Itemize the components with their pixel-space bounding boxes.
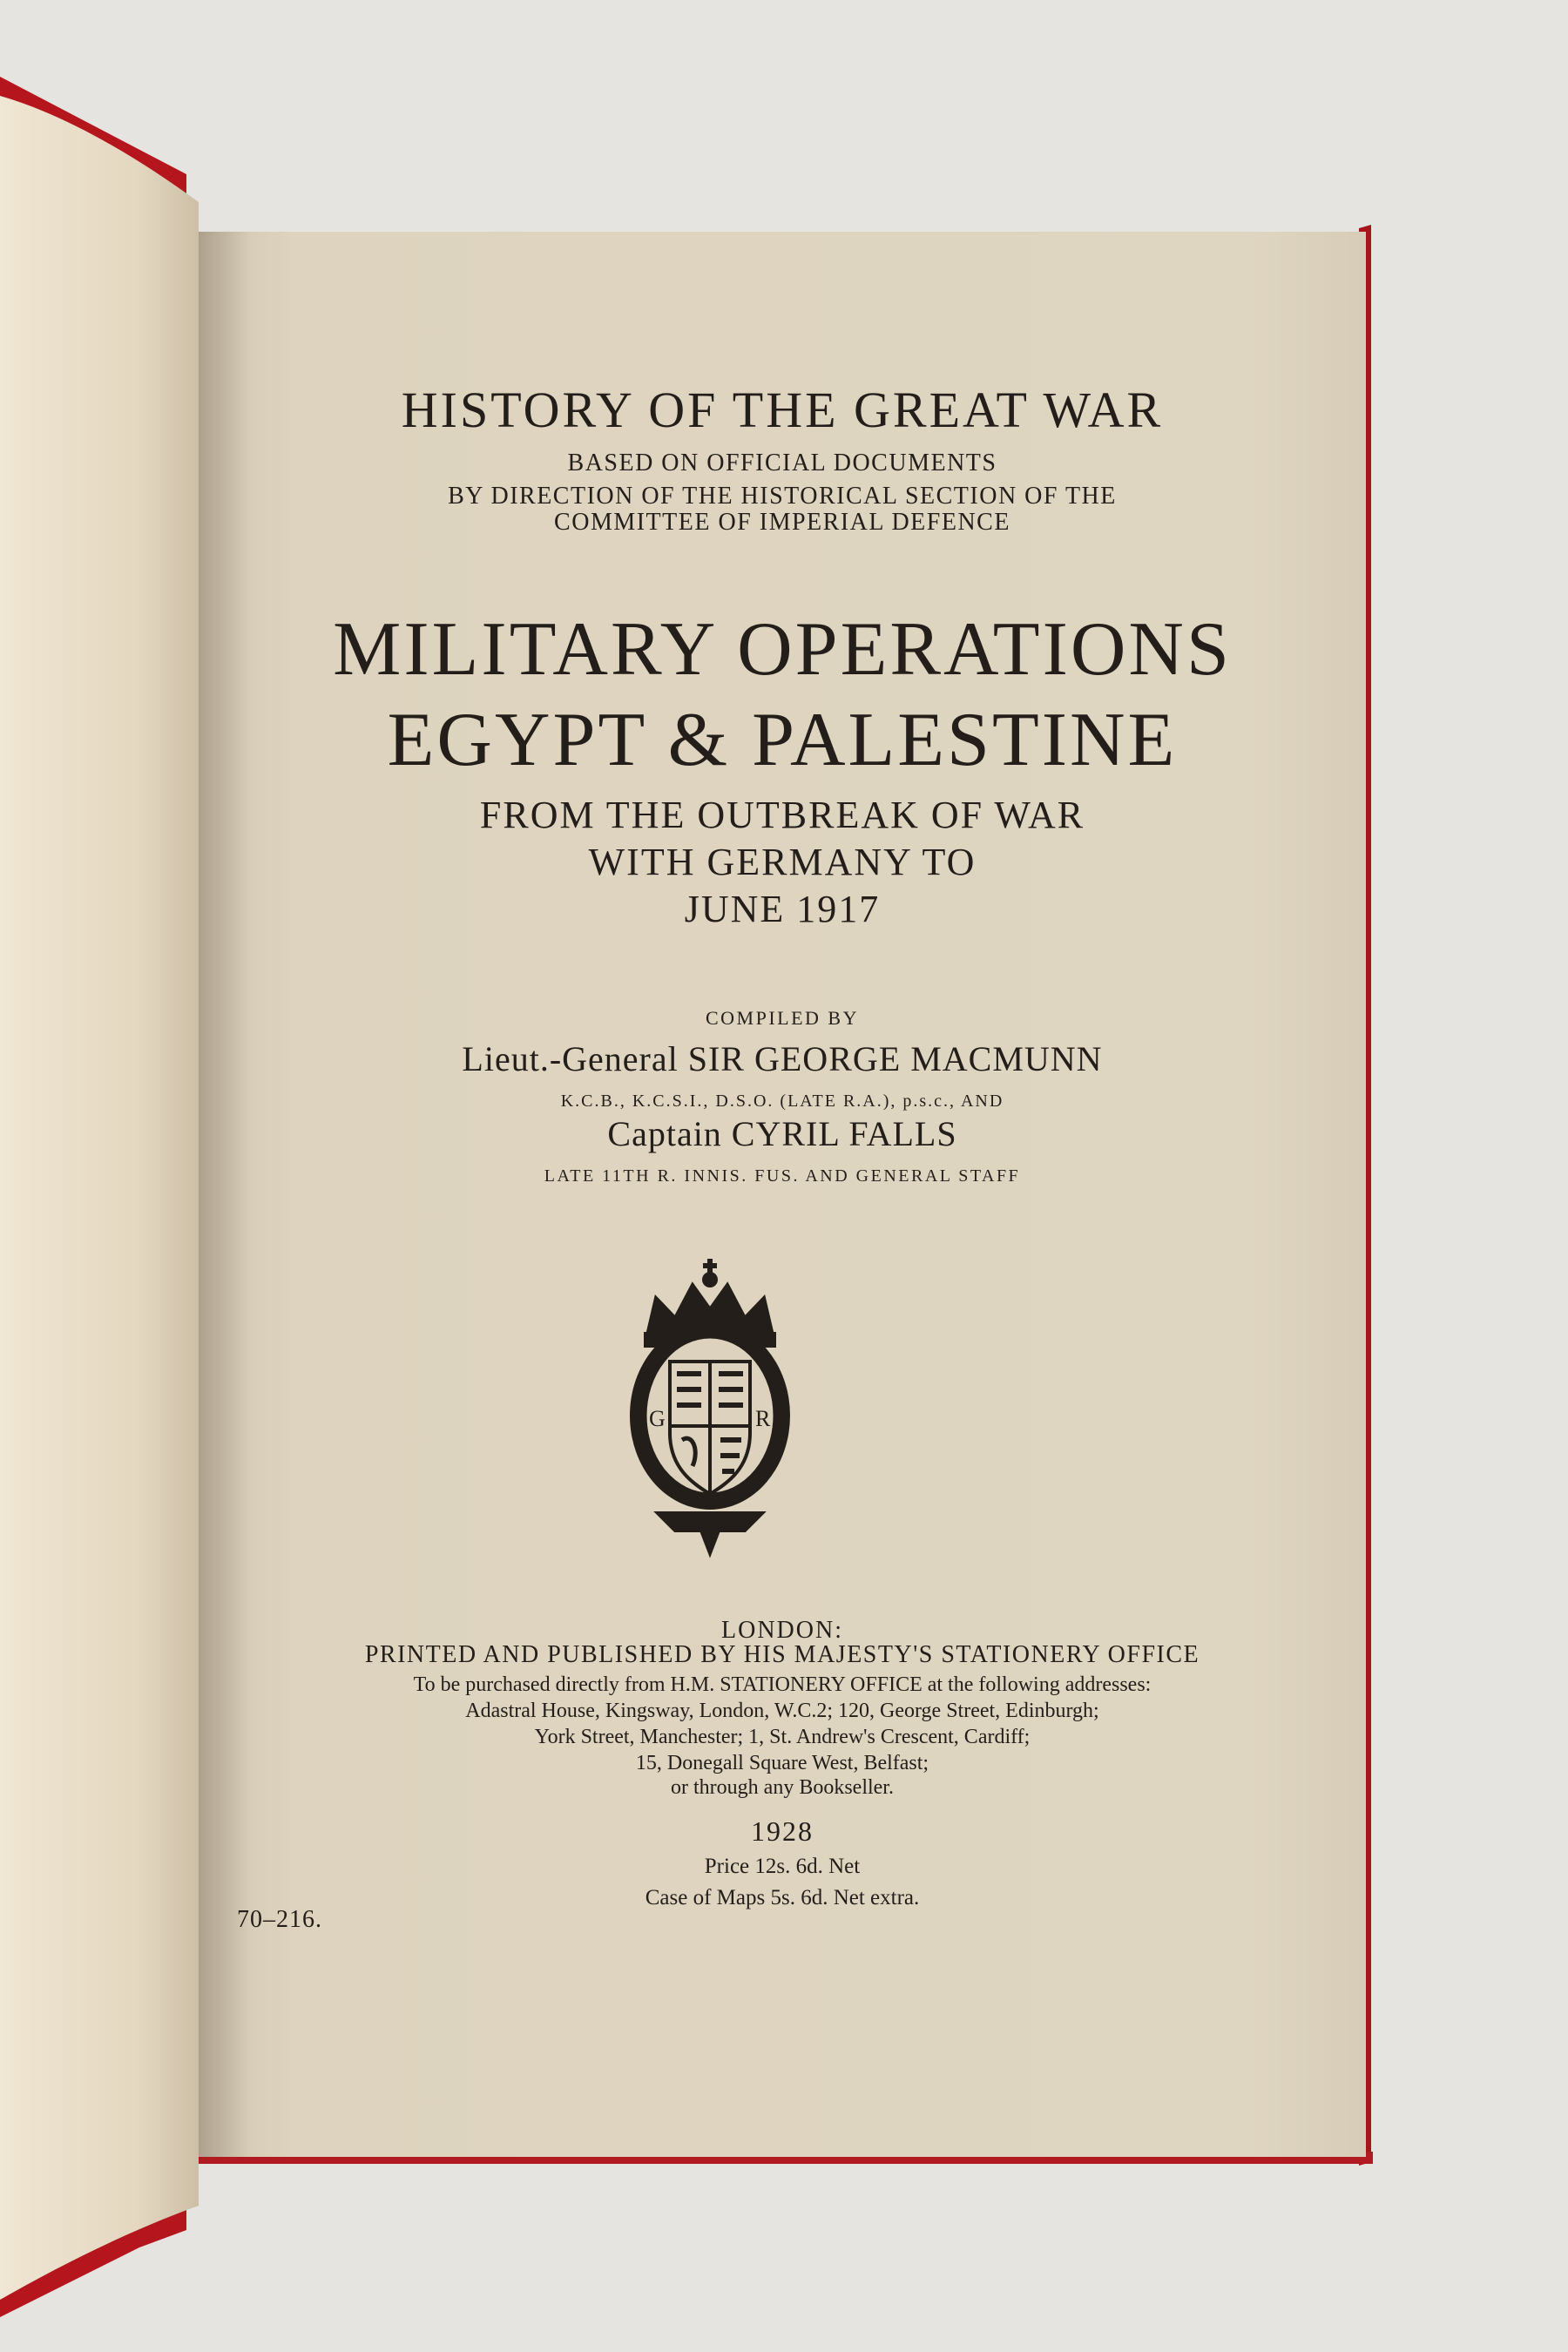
publisher-line: PRINTED AND PUBLISHED BY HIS MAJESTY'S STATIONERY OFFICE	[364, 1641, 1200, 1668]
svg-text:G: G	[649, 1406, 666, 1431]
series-title: HISTORY OF THE GREAT WAR	[401, 382, 1164, 438]
price-line: Price 12s. 6d. Net	[704, 1855, 861, 1878]
compiled-by-label: COMPILED BY	[705, 1007, 859, 1029]
maps-price-line: Case of Maps 5s. 6d. Net extra.	[645, 1886, 920, 1909]
address-line: or through any Bookseller.	[671, 1776, 894, 1799]
left-page	[0, 96, 199, 2300]
series-subtitle: BY DIRECTION OF THE HISTORICAL SECTION OF THE	[448, 483, 1117, 510]
svg-text:R: R	[755, 1406, 771, 1431]
series-subtitle: BASED ON OFFICIAL DOCUMENTS	[567, 449, 997, 476]
publisher-city: LONDON:	[721, 1617, 843, 1644]
author-name: Lieut.-General SIR GEORGE MACMUNN	[462, 1039, 1103, 1078]
title-page-text	[199, 232, 1366, 2157]
catalogue-number: 70–216.	[237, 1906, 322, 1933]
address-line: Adastral House, Kingsway, London, W.C.2; 120, George Street, Edinburgh;	[465, 1700, 1099, 1722]
author-credentials: LATE 11TH R. INNIS. FUS. AND GENERAL STAFF	[544, 1166, 1021, 1186]
subtitle: WITH GERMANY TO	[588, 841, 977, 883]
subtitle: JUNE 1917	[684, 888, 881, 930]
main-title: MILITARY OPERATIONS	[333, 607, 1232, 692]
subtitle: FROM THE OUTBREAK OF WAR	[479, 794, 1085, 836]
address-line: York Street, Manchester; 1, St. Andrew's Crescent, Cardiff;	[534, 1726, 1031, 1748]
purchase-line: To be purchased directly from H.M. STATIONERY OFFICE at the following addresses:	[413, 1673, 1152, 1696]
author-credentials: K.C.B., K.C.S.I., D.S.O. (LATE R.A.), p.s.c., AND	[560, 1092, 1004, 1111]
main-title: EGYPT & PALESTINE	[387, 698, 1178, 782]
author-name: Captain CYRIL FALLS	[607, 1114, 957, 1153]
address-line: 15, Donegall Square West, Belfast;	[635, 1752, 929, 1774]
publication-year: 1928	[751, 1815, 814, 1847]
series-subtitle: COMMITTEE OF IMPERIAL DEFENCE	[554, 509, 1010, 536]
